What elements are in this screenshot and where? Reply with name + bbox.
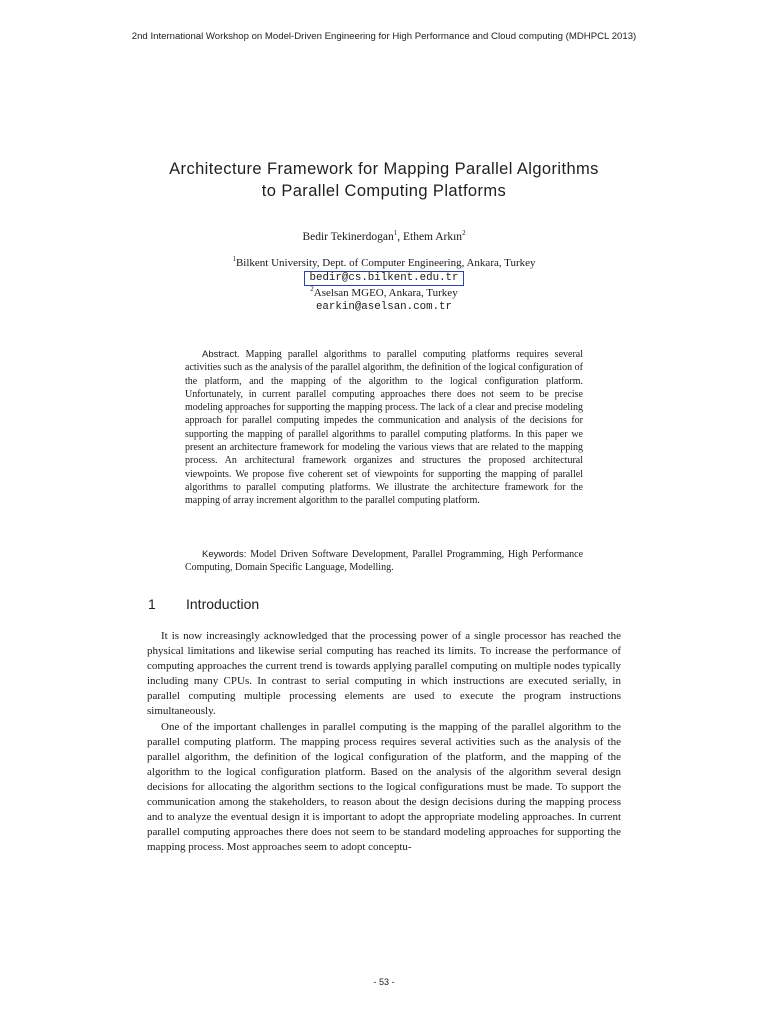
- affiliation-1-mark: 1: [232, 255, 236, 263]
- keywords: [185, 548, 583, 575]
- section-title: Introduction: [186, 596, 260, 612]
- affiliation-2-text: Aselsan MGEO, Ankara, Turkey: [313, 287, 458, 299]
- paragraph-2: One of the important challenges in parallel computing is the mapping of the parallel algorithm to the parallel computing platform. The mapping process requires several activities such as the analysis of the parallel algorithm, the definition of the logical configuration of the platform, and the mapping of the algorithm to the logical configuration platform. Based on the analysis of the algorithm several design decisions for allocating the algorithm sections to the logical configurations must be made. To support the communication among the stakeholders, to reason about the design decisions during the mapping process and to analyze the eventual design it is important to adopt the appropriate modeling approaches. In current parallel computing approaches there does not seem to be standard modeling approaches for supporting the mapping process. Most approaches seem to adopt conceptu-: [147, 720, 621, 854]
- section-number: 1: [148, 596, 156, 612]
- affiliation-1-text: Bilkent University, Dept. of Computer Engineering, Ankara, Turkey: [235, 257, 536, 269]
- keywords-text: Model Driven Software Development, Parallel Programming, High Performance Computing, Domain Specific Language, Modelling.: [185, 549, 584, 574]
- running-header: 2nd International Workshop on Model-Driven Engineering for High Performance and Cloud computing (MDHPCL 2013): [131, 31, 637, 42]
- abstract-label: Abstract.: [202, 349, 240, 360]
- author-1-affiliation-mark: 1: [393, 229, 398, 237]
- affiliation-1-email-link[interactable]: bedir@cs.bilkent.edu.tr: [304, 271, 463, 286]
- affiliations: [0, 256, 768, 314]
- title-line-2: to Parallel Computing Platforms: [261, 182, 507, 200]
- abstract-text: Mapping parallel algorithms to parallel computing platforms requires several activities such as the analysis of the parallel algorithm, the definition of the logical configuration of the platform, and the mapping of the algorithm to the logical configuration platform. Unfortunately, in current parallel computing approaches there does not seem to be precise modeling approaches for supporting the mapping process. The lack of a clear and precise modeling approach for parallel computing impedes the communication and analysis of the decisions for supporting the mapping of parallel algorithms to parallel computing platforms. In this paper we present an architecture framework for modeling the various views that are related to the mapping process. An architectural framework organizes and structures the proposed architectural viewpoints. We propose five coherent set of viewpoints for supporting the mapping of parallel algorithms to parallel computing platforms. We illustrate the architecture framework for the mapping of array increment algorithm to the parallel computing platform.: [185, 349, 583, 507]
- author-1: Bedir Tekinerdogan: [302, 231, 394, 243]
- title-line-1: Architecture Framework for Mapping Parallel Algorithms: [169, 160, 599, 178]
- abstract: [185, 348, 583, 508]
- author-separator: ,: [397, 231, 403, 243]
- paragraph-1: It is now increasingly acknowledged that the processing power of a single processor has reached the physical limitations and likewise serial computing has reached its limits. To increase the performance of computing approaches the current trend is towards applying parallel computing on multiple nodes typically including many CPUs. In contrast to serial computing in which instructions are executed serially, in parallel computing multiple processing elements are used to execute the program instructions simultaneously.: [147, 630, 621, 718]
- author-list: [0, 230, 768, 244]
- keywords-label: Keywords:: [202, 549, 247, 560]
- author-2: Ethem Arkın: [402, 231, 463, 243]
- affiliation-2-email: earkin@aselsan.com.tr: [315, 301, 453, 313]
- section-heading: [148, 596, 259, 612]
- affiliation-2: [0, 286, 768, 300]
- body-text: [147, 629, 621, 855]
- affiliation-2-mark: 2: [310, 285, 314, 293]
- page-number: - 53 -: [373, 977, 395, 987]
- affiliation-1: [0, 256, 768, 270]
- author-2-affiliation-mark: 2: [462, 229, 466, 237]
- paper-title: [120, 158, 648, 202]
